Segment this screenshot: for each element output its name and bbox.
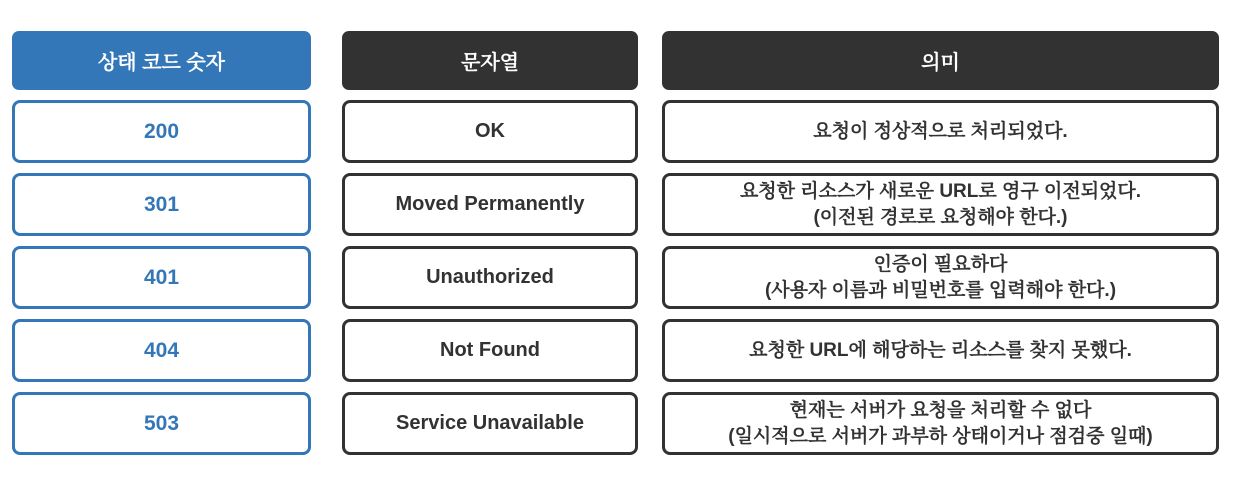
header-string: 문자열: [342, 31, 638, 90]
meaning-cell-200: [662, 100, 1219, 163]
meaning-line: 요청이 정상적으로 처리되었다.: [813, 120, 1068, 142]
meaning-line: 현재는 서버가 요청을 처리할 수 없다: [789, 399, 1092, 421]
meaning-line: (이전된 경로로 요청해야 한다.): [813, 206, 1068, 228]
meaning-cell-401: [662, 246, 1219, 309]
meaning-cell-503: [662, 392, 1219, 455]
meaning-line: 요청한 URL에 해당하는 리소스를 찾지 못했다.: [749, 339, 1132, 361]
status-code-cell-404: 404: [12, 319, 311, 382]
string-cell-service-unavailable: Service Unavailable: [342, 392, 638, 455]
column-meaning: [662, 31, 1219, 455]
column-string: [342, 31, 638, 455]
string-cell-moved-permanently: Moved Permanently: [342, 173, 638, 236]
meaning-cell-301: [662, 173, 1219, 236]
status-code-cell-301: 301: [12, 173, 311, 236]
meaning-line: 요청한 리소스가 새로운 URL로 영구 이전되었다.: [739, 180, 1142, 202]
header-status-code-number: 상태 코드 숫자: [12, 31, 311, 90]
status-code-cell-200: 200: [12, 100, 311, 163]
string-cell-not-found: Not Found: [342, 319, 638, 382]
string-cell-unauthorized: Unauthorized: [342, 246, 638, 309]
meaning-line: (일시적으로 서버가 과부하 상태이거나 점검중 일때): [728, 425, 1153, 447]
string-cell-ok: OK: [342, 100, 638, 163]
status-code-cell-503: 503: [12, 392, 311, 455]
meaning-line: 인증이 필요하다: [873, 253, 1008, 275]
meaning-cell-404: [662, 319, 1219, 382]
column-status-code-number: [12, 31, 311, 455]
meaning-line: (사용자 이름과 비밀번호를 입력해야 한다.): [764, 279, 1117, 301]
status-code-cell-401: 401: [12, 246, 311, 309]
header-meaning: 의미: [662, 31, 1219, 90]
